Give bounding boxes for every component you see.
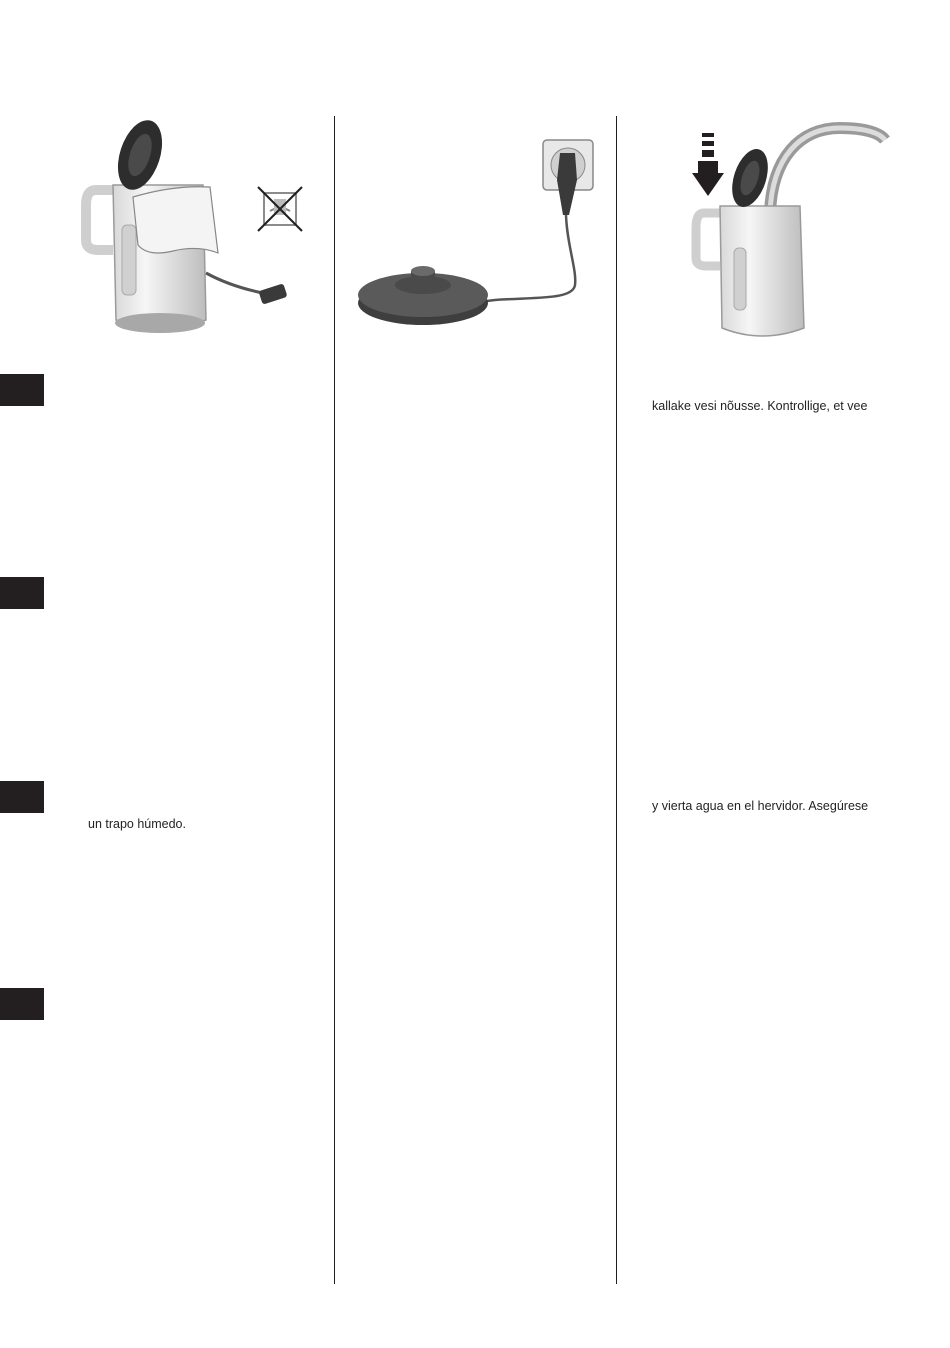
side-tab-4 [0,988,44,1020]
right-column-text-bottom: y vierta agua en el hervidor. Asegúrese [652,799,869,813]
power-base-plug-icon [355,135,600,330]
side-tab-3 [0,781,44,813]
column-divider-left [334,116,335,1284]
side-tab-2 [0,577,44,609]
no-immersion-icon [256,185,304,233]
side-tab-1 [0,374,44,406]
left-column-text: un trapo húmedo. [88,817,186,831]
column-divider-right [616,116,617,1284]
right-column-text-top: kallake vesi nõusse. Kontrollige, et vee [652,399,868,413]
kettle-fill-icon [690,118,890,343]
